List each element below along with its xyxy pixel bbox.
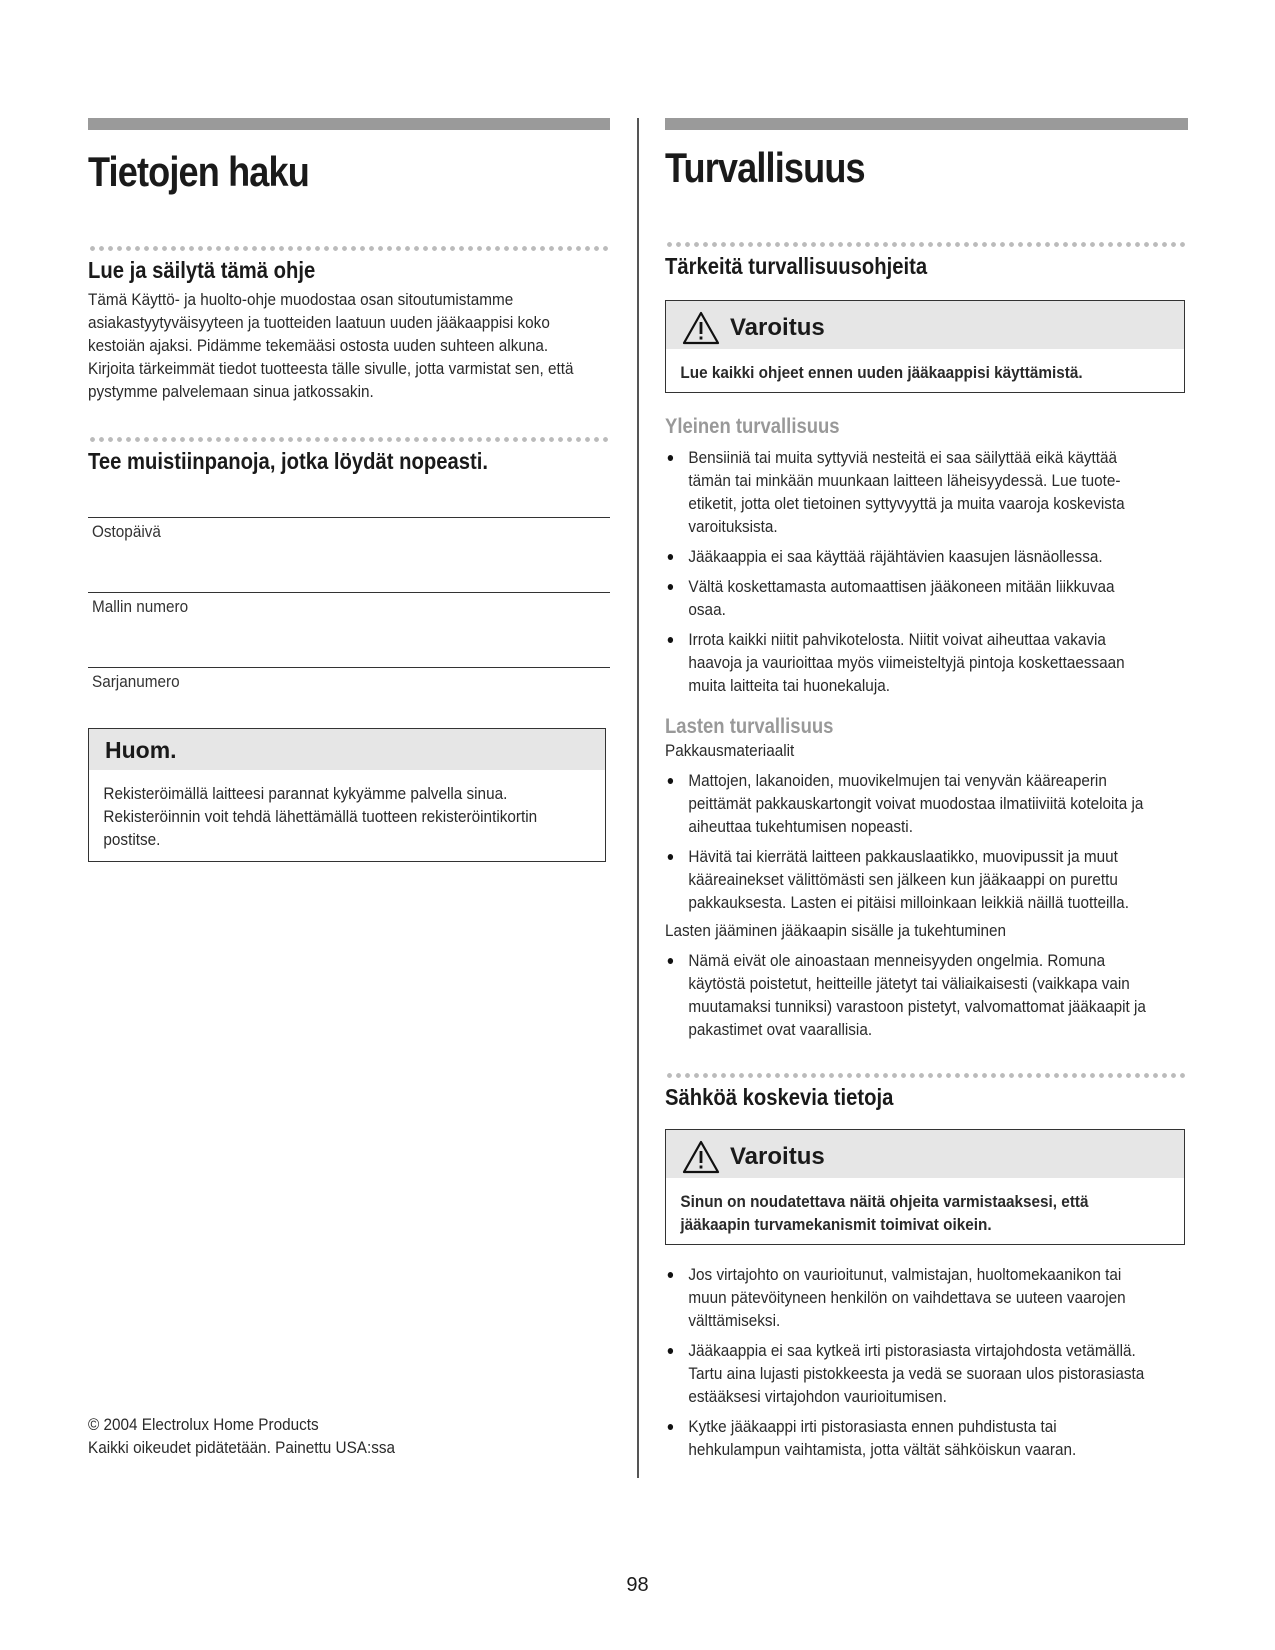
text-line: peittämät pakkauskartongit voivat muodostaa ilmatiiviitä koteloita ja xyxy=(688,794,1144,813)
electrical-warning-box xyxy=(665,1129,1185,1245)
warning-heading-row xyxy=(666,301,1184,349)
text-line: tämän tai minkään muunkaan laitteen läheisyydessä. Lue tuote- xyxy=(688,471,1121,490)
note-heading: Huom. xyxy=(89,729,605,770)
text-line: Bensiiniä tai muita syttyviä nesteitä ei saa säilyttää eikä käyttää xyxy=(688,448,1118,467)
column-divider xyxy=(637,118,639,1478)
field-label: Ostopäivä xyxy=(92,522,161,541)
intro-paragraph xyxy=(88,288,609,403)
text-line: kestoiän ajaksi. Pidämme tekemääsi ostosta uuden suhteen alkuna. xyxy=(88,336,549,355)
text-line: postitse. xyxy=(103,830,161,849)
text-line: aiheuttaa tukehtumisen nopeasti. xyxy=(688,817,913,836)
warning-text: Lue kaikki ohjeet ennen uuden jääkaappisi käyttämistä. xyxy=(680,363,1083,382)
text-line: Irrota kaikki niitit pahvikotelosta. Niitit voivat aiheuttaa vakavia xyxy=(688,630,1106,649)
text-line: käytöstä poistetut, heitteille jätetyt tai väliaikaisesti (vaikkapa vain xyxy=(688,974,1130,993)
warning-box xyxy=(665,300,1185,393)
text-line: asiakastyytyväisyyteen ja tuotteiden laatuun uuden jääkaappisi koko xyxy=(88,313,550,332)
section-heading-important-safety: Tärkeitä turvallisuusohjeita xyxy=(665,253,928,279)
text-line: Rekisteröimällä laitteesi parannat kykyämme palvella sinua. xyxy=(103,784,508,803)
warning-triangle-icon xyxy=(682,1140,720,1174)
text-line: varoituksista. xyxy=(688,517,778,536)
text-line: Tartu aina lujasti pistokkeesta ja vedä se suoraan ulos pistorasiasta xyxy=(688,1364,1145,1383)
child-safety-heading: Lasten turvallisuus xyxy=(665,715,834,738)
text-line: Kytke jääkaappi irti pistorasiasta ennen puhdistusta tai xyxy=(688,1417,1057,1436)
left-page-title: Tietojen haku xyxy=(88,148,309,195)
text-line: Nämä eivät ole ainoastaan menneisyyden ongelmia. Romuna xyxy=(688,951,1106,970)
text-line: Jääkaappia ei saa kytkeä irti pistorasiasta virtajohdosta vetämällä. xyxy=(688,1341,1136,1360)
right-title-bar xyxy=(665,118,1188,130)
text-line: Mattojen, lakanoiden, muovikelmujen tai venyvän kääreaperin xyxy=(688,771,1107,790)
text-line: jääkaapin turvamekanismit toimivat oikein. xyxy=(680,1215,992,1234)
dotted-divider xyxy=(88,437,610,442)
note-text xyxy=(89,770,633,861)
text-line: Hävitä tai kierrätä laitteen pakkauslaatikko, muovipussit ja muut xyxy=(688,847,1118,866)
list-item xyxy=(665,949,1187,1041)
text-line: estääksesi virtajohdon vaurioitumisen. xyxy=(688,1387,947,1406)
left-title-bar xyxy=(88,118,610,130)
field-label: Mallin numero xyxy=(92,597,189,616)
warning-heading: Varoitus xyxy=(730,314,825,341)
purchase-date-field[interactable] xyxy=(88,517,610,542)
serial-number-field[interactable] xyxy=(88,667,610,692)
general-safety-heading: Yleinen turvallisuus xyxy=(665,415,840,438)
list-item xyxy=(665,575,1187,621)
text-line: kääreainekset välittömästi sen jälkeen kun jääkaappi on purettu xyxy=(688,870,1118,889)
list-item xyxy=(665,769,1187,838)
text-line: Vältä koskettamasta automaattisen jääkoneen mitään liikkuvaa xyxy=(688,577,1115,596)
text-line: Rekisteröinnin voit tehdä lähettämällä tuotteen rekisteröintikortin xyxy=(103,807,538,826)
text-line: välttämiseksi. xyxy=(688,1311,781,1330)
list-item xyxy=(665,545,1187,568)
copyright-line: Kaikki oikeudet pidätetään. Painettu USA:ssa xyxy=(88,1438,396,1457)
left-column xyxy=(88,118,610,862)
warning-triangle-icon xyxy=(682,311,720,345)
copyright-line: © 2004 Electrolux Home Products xyxy=(88,1415,319,1434)
warning-text xyxy=(666,1178,1212,1244)
text-line: osaa. xyxy=(688,600,726,619)
text-line: Kirjoita tärkeimmät tiedot tuotteesta tälle sivulle, jotta varmistat sen, että xyxy=(88,359,574,378)
warning-heading: Varoitus xyxy=(730,1143,825,1170)
page-number: 98 xyxy=(626,1574,649,1596)
field-label: Sarjanumero xyxy=(92,672,180,691)
text-line: Jos virtajohto on vaurioitunut, valmistajan, huoltomekaanikon tai xyxy=(688,1265,1122,1284)
entrapment-list xyxy=(665,949,1187,1041)
dotted-divider xyxy=(88,246,610,251)
warning-heading-row xyxy=(666,1130,1184,1178)
copyright-notice xyxy=(88,1413,592,1459)
dotted-divider xyxy=(665,1073,1188,1078)
text-line: muun pätevöityneen henkilön on vaihdettava se uuteen vaarojen xyxy=(688,1288,1126,1307)
packaging-subheading: Pakkausmateriaalit xyxy=(665,741,795,760)
list-item xyxy=(665,845,1187,914)
text-line: haavoja ja vaurioittaa myös viimeisteltyjä pintoja koskettaessaan xyxy=(688,653,1125,672)
text-line: muutamaksi tunniksi) varastoon pistetyt, valvomattomat jääkaapit ja xyxy=(688,997,1146,1016)
list-item xyxy=(665,1263,1187,1332)
list-item xyxy=(665,1415,1187,1461)
dotted-divider xyxy=(665,242,1188,247)
list-item xyxy=(665,1339,1187,1408)
text-line: hehkulampun vaihtamista, jotta vältät sähköiskun vaaran. xyxy=(688,1440,1077,1459)
text-line: Tämä Käyttö- ja huolto-ohje muodostaa osan sitoutumistamme xyxy=(88,290,514,309)
note-box xyxy=(88,728,606,862)
text-line: etiketit, jotta olet tietoinen syttyvyyttä ja muita vaaroja koskevista xyxy=(688,494,1125,513)
model-number-field[interactable] xyxy=(88,592,610,617)
list-item xyxy=(665,446,1187,538)
text-line: Sinun on noudatettava näitä ohjeita varmistaaksesi, että xyxy=(680,1192,1089,1211)
text-line: pakkauksesta. Lasten ei pitäisi milloinkaan leikkiä näillä tuotteilla. xyxy=(688,893,1129,912)
section-heading-notes: Tee muistiinpanoja, jotka löydät nopeasti. xyxy=(88,448,489,474)
section-heading-read-and-keep: Lue ja säilytä tämä ohje xyxy=(88,257,316,283)
text-line: muita laitteita tai huonekaluja. xyxy=(688,676,890,695)
text-line: Jääkaappia ei saa käyttää räjähtävien kaasujen läsnäollessa. xyxy=(688,547,1103,566)
text-line: pakastimet ovat vaarallisia. xyxy=(688,1020,873,1039)
general-safety-list xyxy=(665,446,1187,697)
right-column xyxy=(665,118,1188,1461)
entrapment-subheading: Lasten jääminen jääkaapin sisälle ja tukehtuminen xyxy=(665,921,1007,940)
section-heading-electrical: Sähköä koskevia tietoja xyxy=(665,1084,894,1110)
packaging-list xyxy=(665,769,1187,914)
text-line: pystymme palvelemaan sinua jatkossakin. xyxy=(88,382,374,401)
electrical-list xyxy=(665,1263,1187,1461)
list-item xyxy=(665,628,1187,697)
right-page-title: Turvallisuus xyxy=(665,144,865,191)
